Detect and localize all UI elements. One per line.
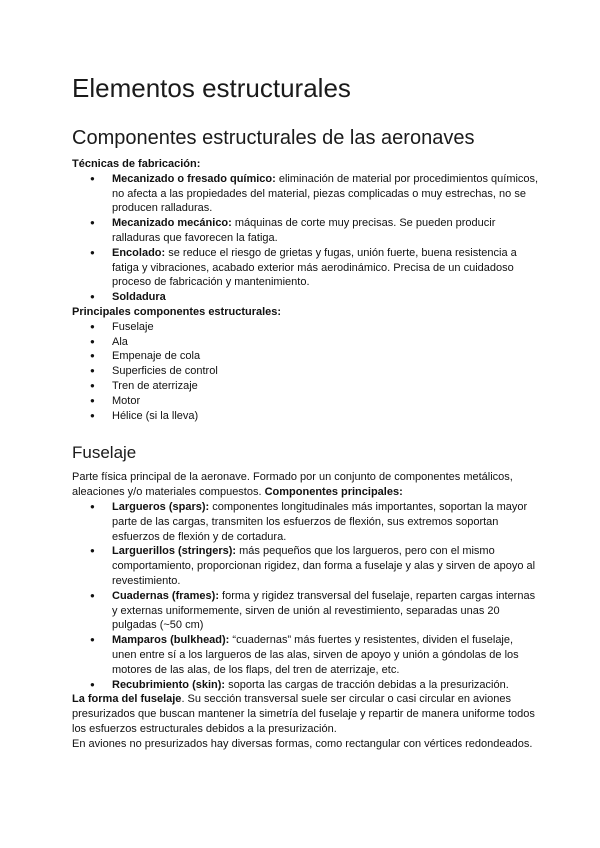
list-item: ● Superficies de control bbox=[112, 364, 540, 379]
list-item: ● Motor bbox=[112, 394, 540, 409]
fuselaje-intro: Parte física principal de la aeronave. Formado por un conjunto de componentes metálicos, aleaciones y/o materiales compuestos. Componentes principales: bbox=[72, 471, 513, 499]
principales-heading: Principales componentes estructurales: bbox=[72, 305, 282, 318]
list-item: ● Hélice (si la lleva) bbox=[112, 409, 540, 424]
page-title: Elementos estructurales bbox=[72, 73, 351, 103]
fuselaje-title: Fuselaje bbox=[72, 443, 137, 463]
tecnicas-list bbox=[72, 172, 540, 305]
section-title: Componentes estructurales de las aeronaves bbox=[72, 127, 475, 149]
list-item: ● Mamparos (bulkhead): “cuadernas” más fuertes y resistentes, dividen el fuselaje, unen entre sí a los largueros de las alas, sirven de apoyo y unión a góndolas de los motores de las alas, de los flaps, del tren de aterrizaje, etc. bbox=[112, 633, 540, 677]
fuselaje-list bbox=[72, 500, 540, 692]
list-item: ● Cuadernas (frames): forma y rigidez transversal del fuselaje, reparten cargas internas y externas uniformemente, sirven de unión al revestimiento, separadas unas 20 pulgadas (~50 cm) bbox=[112, 589, 540, 633]
list-item: ● Largueros (spars): componentes longitudinales más importantes, soportan la mayor parte de las cargas, transmiten los esfuerzos de flexión, sus extremos soportan esfuerzos de flexión y de cortadura. bbox=[112, 500, 540, 544]
list-item: ● Encolado: se reduce el riesgo de grietas y fugas, unión fuerte, buena resistencia a fatiga y vibraciones, acabado exterior más aerodinámico. Precisa de un cuidadoso proceso de fabricación y mantenimiento. bbox=[112, 246, 540, 290]
tecnicas-heading: Técnicas de fabricación: bbox=[72, 158, 201, 170]
list-item: ● Tren de aterrizaje bbox=[112, 379, 540, 394]
list-item: ● Recubrimiento (skin): soporta las cargas de tracción debidas a la presurización. bbox=[112, 678, 540, 693]
list-item: ● Soldadura bbox=[112, 290, 540, 305]
list-item: ● Ala bbox=[112, 335, 540, 350]
no-presurizados-paragraph: En aviones no presurizados hay diversas formas, como rectangular con vértices redondeados. bbox=[72, 737, 533, 750]
list-item: ● Larguerillos (stringers): más pequeños que los largueros, pero con el mismo comportamiento, proporcionan rigidez, dan forma a fuselaje y alas y sirven de apoyo al revestimiento. bbox=[112, 544, 540, 588]
list-item: ● Mecanizado o fresado químico: eliminación de material por procedimientos químicos, no afecta a las propiedades del material, piezas complicadas o muy estrechas, no se producen ralladuras. bbox=[112, 172, 540, 216]
list-item: ● Mecanizado mecánico: máquinas de corte muy precisas. Se pueden producir ralladuras que favorecen la fatiga. bbox=[112, 216, 540, 246]
forma-paragraph: La forma del fuselaje. Su sección transversal suele ser circular o casi circular en aviones presurizados que buscan mantener la simetría del fuselaje y repartir de manera uniforme todos los esfuerzos estructurales debidos a la presurización. bbox=[72, 693, 535, 735]
principales-list bbox=[72, 320, 540, 424]
list-item: ● Fuselaje bbox=[112, 320, 540, 335]
list-item: ● Empenaje de cola bbox=[112, 349, 540, 364]
